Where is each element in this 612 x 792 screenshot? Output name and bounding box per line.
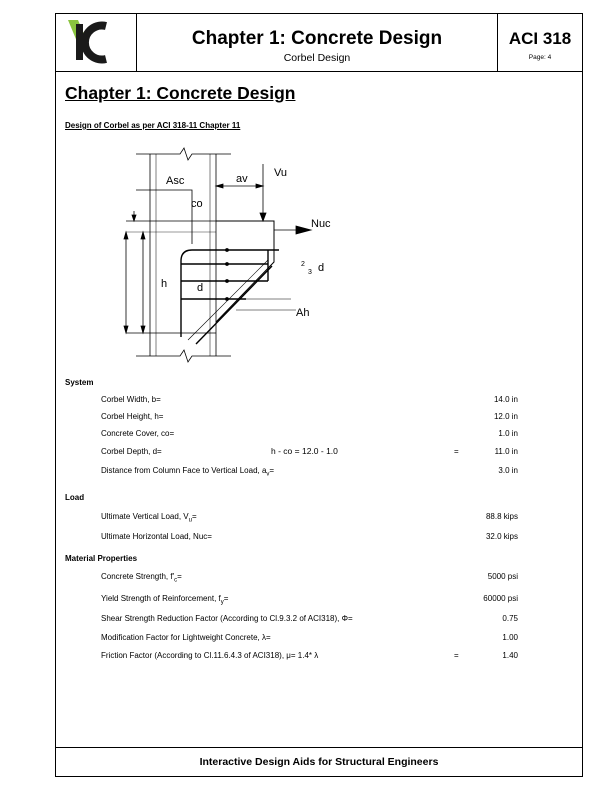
cover-value: 1.0 in (498, 429, 518, 438)
height-value: 12.0 in (493, 412, 518, 421)
cover-label: Concrete Cover, co= (101, 429, 175, 438)
system-title: System (65, 378, 94, 387)
page-frame (55, 13, 583, 777)
corbel-diagram (96, 144, 366, 370)
label-h: h (161, 278, 168, 290)
depth-expression (271, 446, 338, 456)
page-number: Page: 4 (528, 54, 552, 61)
fc-label: Concrete Strength, $f'_c=$ (101, 572, 182, 584)
logo (56, 14, 137, 71)
lambda-value: 1.00 (502, 633, 518, 642)
width-label: Corbel Width, b= (101, 395, 161, 404)
horizontal-load-label: Ultimate Horizontal Load, Nuc= (101, 532, 212, 541)
distance-label: Distance from Column Face to Vertical Load, $a_v=$ (101, 466, 275, 478)
label-d-fraction: d (318, 262, 325, 274)
label-av: av (236, 173, 248, 185)
code-reference: ACI 318 (508, 29, 572, 48)
label-vu: Vu (274, 167, 288, 179)
header-title-block (137, 14, 498, 71)
depth-value: 11.0 in (494, 447, 518, 456)
distance-value: 3.0 in (498, 466, 518, 475)
depth-expr-1: h - co (271, 446, 293, 456)
label-two: 2 (301, 261, 305, 268)
horizontal-load-value: 32.0 kips (485, 532, 518, 541)
logo-icon (56, 14, 136, 71)
depth-equals: = (454, 447, 459, 456)
diagonal-bar (196, 266, 272, 344)
primary-reinforcement (181, 250, 279, 337)
height-label: Corbel Height, h= (101, 412, 164, 421)
mu-label: Friction Factor (According to Cl.11.6.4.3 of ACI318), μ= 1.4* λ (101, 651, 319, 660)
header-title: Chapter 1: Concrete Design (191, 28, 443, 49)
label-nuc: Nuc (311, 218, 331, 230)
phi-value: 0.75 (502, 614, 518, 623)
label-d: d (197, 282, 204, 294)
depth-expr-eq: = (294, 446, 300, 456)
header-code-block (498, 14, 582, 71)
mu-value: 1.40 (502, 651, 518, 660)
label-ah: Ah (296, 307, 310, 319)
label-three: 3 (308, 269, 312, 276)
mu-equals: = (454, 651, 459, 660)
header-subtitle: Corbel Design (283, 52, 351, 64)
footer-text: Interactive Design Aids for Structural Engineers (199, 756, 439, 768)
fy-label: Yield Strength of Reinforcement, $f_y=$ (101, 594, 229, 606)
depth-label: Corbel Depth, d= (101, 447, 162, 456)
page-heading: Chapter 1: Concrete Design (65, 83, 296, 103)
corbel-outline (216, 221, 274, 322)
lambda-label: Modification Factor for Lightweight Concrete, λ= (101, 633, 271, 642)
logo-c-mark (85, 26, 106, 60)
material-title: Material Properties (65, 554, 138, 563)
page-header (56, 14, 582, 72)
vertical-load-value: 88.8 kips (485, 512, 518, 521)
label-co: co (191, 198, 203, 210)
load-title: Load (65, 493, 85, 502)
section-subheading: Design of Corbel as per ACI 318-11 Chapter 11 (65, 121, 241, 130)
label-asc: Asc (166, 175, 185, 187)
vertical-load-label: Ultimate Vertical Load, $V_u=$ (101, 512, 197, 524)
phi-label: Shear Strength Reduction Factor (According to Cl.9.3.2 of ACI318), Φ= (101, 614, 353, 623)
logo-k-stem (76, 24, 83, 60)
fc-value: 5000 psi (487, 572, 518, 581)
page-footer (56, 747, 582, 777)
width-value: 14.0 in (493, 395, 518, 404)
fy-value: 60000 psi (483, 594, 518, 603)
depth-expr-2: 12.0 - 1.0 (301, 446, 338, 456)
